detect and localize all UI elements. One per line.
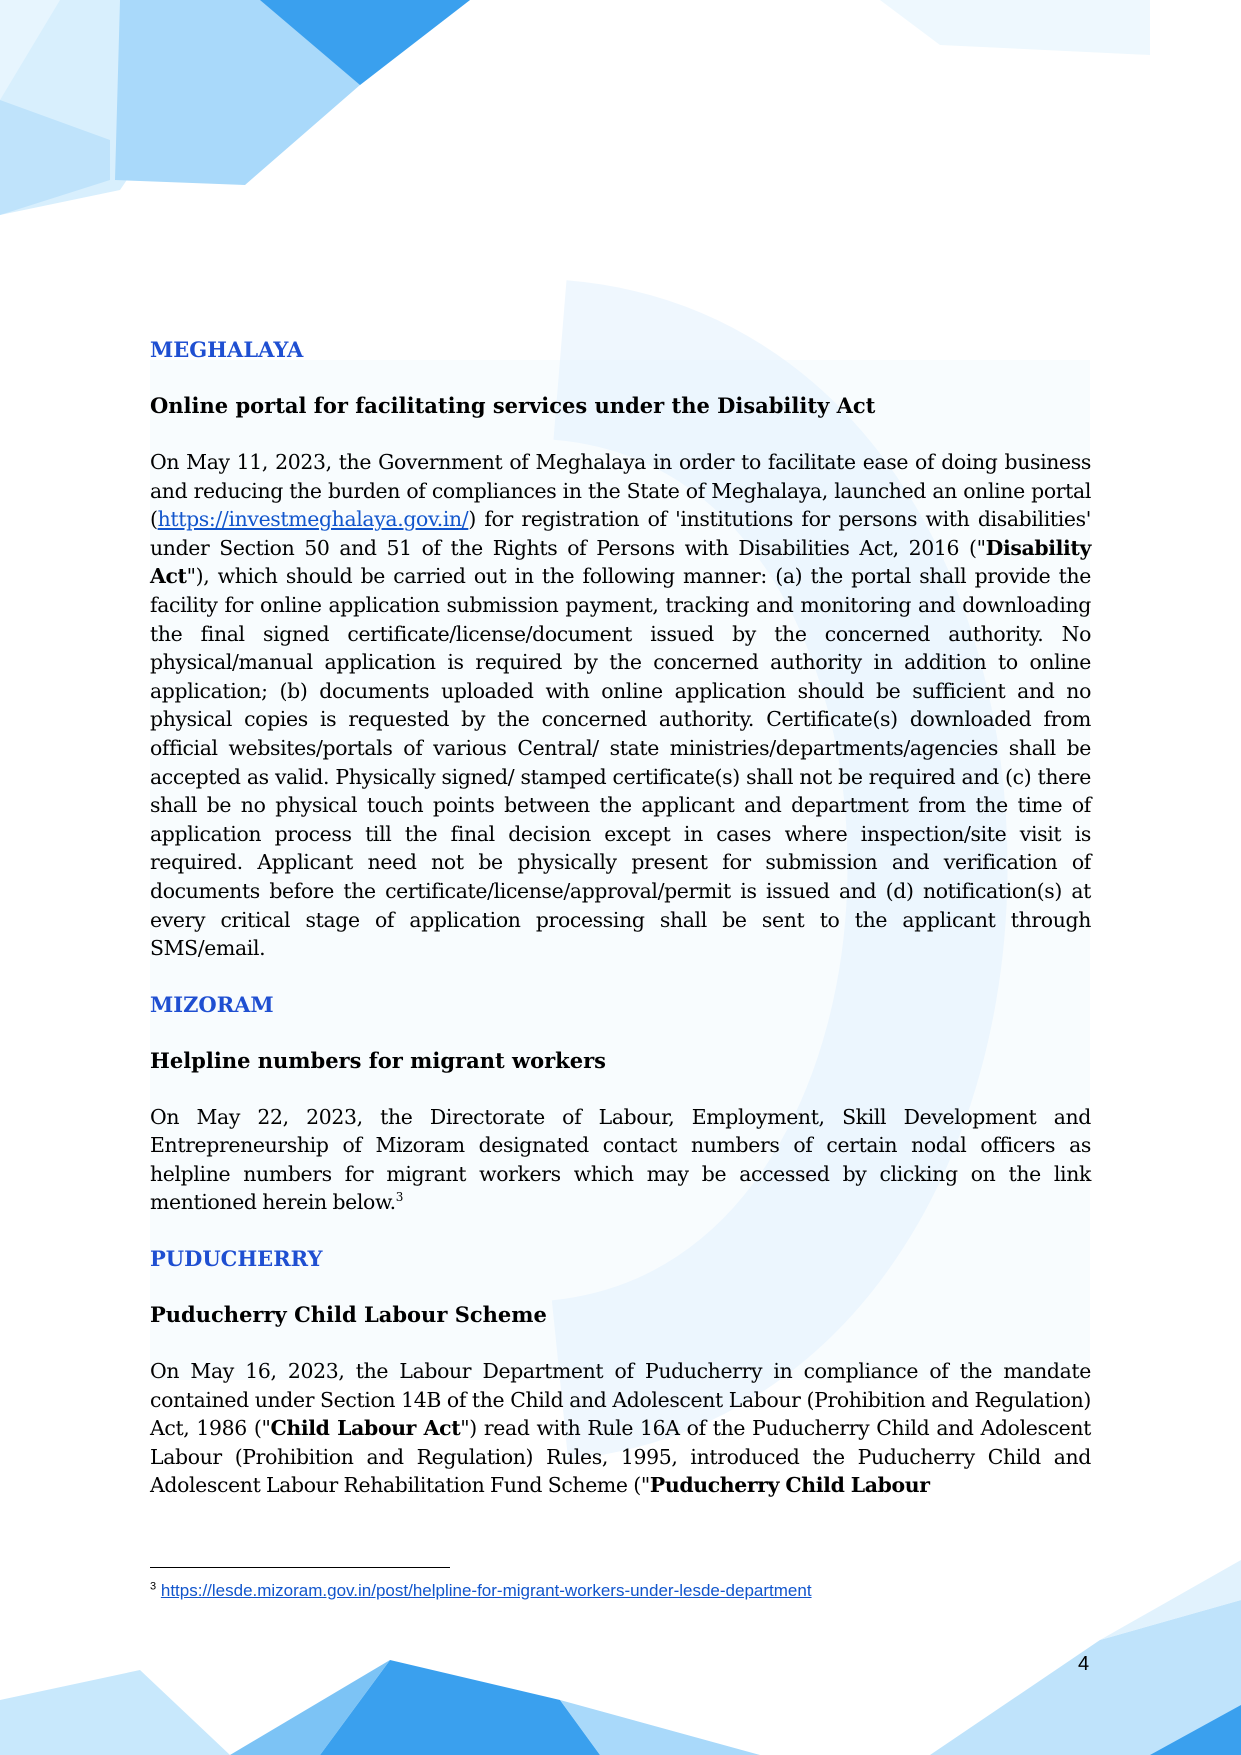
subheading-mizoram: Helpline numbers for migrant workers xyxy=(150,1047,606,1073)
text-segment: On May 22, 2023, the Directorate of Labour, Employment, Skill Development and Entrepreneurship of Mizoram designated contact numbers of certain nodal officers as helpline numbers for migrant workers which may be accessed by clicking on the link mentioned herein below. xyxy=(150,1104,1091,1215)
page-number: 4 xyxy=(1078,1653,1090,1675)
decor-shard-bottom-1 xyxy=(0,1670,230,1755)
decor-shard-bottom-2 xyxy=(320,1660,600,1755)
text-segment: ") read with Rule 16A of the Puducherry Child and Adolescent Labour (Prohibition and Regulation) Rules, 1995, introduced the Puducherry Child and Adolescent Labour Rehabilitation Fund Scheme (" xyxy=(150,1416,1092,1498)
state-heading-mizoram: MIZORAM xyxy=(150,991,274,1017)
subheading-meghalaya: Online portal for facilitating services under the Disability Act xyxy=(150,393,876,418)
text-segment: On May 16, 2023, the Labour Department of Puducherry in compliance of the mandate contained under Section 14B of the Child and Adolescent Labour (Prohibition and Regulation) Act, 1986 (" xyxy=(150,1359,1091,1441)
footnote-reference[interactable]: 3 xyxy=(395,1190,404,1205)
paragraph-meghalaya xyxy=(150,448,1091,963)
paragraph-puducherry xyxy=(150,1357,1091,1500)
text-segment: "), which should be carried out in the following manner: (a) the portal shall provide the facility for online application submission payment, tracking and monitoring and downloading the final signed certificate/license/document issued by the concerned authority. No physical/manual application is required by the concerned authority in addition to online application; (b) documents uploaded with online application should be sufficient and no physical copies is requested by the concerned authority. Certificate(s) downloaded from official websites/portals of various Central/ state ministries/departments/agencies shall be accepted as valid. Physically signed/ stamped certificate(s) shall not be required and (c) there shall be no physical touch points between the applicant and department from the time of application process till the final decision except in cases where inspection/site visit is required. Applicant need not be physically present for submission and verification of documents before the certificate/license/approval/permit is issued and (d) notification(s) at every critical stage of application processing shall be sent to the applicant through SMS/email. xyxy=(150,564,1091,961)
paragraph-mizoram xyxy=(150,1103,1091,1217)
text-segment: ) for registration of 'institutions for persons with disabilities' under Section 50 and 51 of the Rights of Persons with Disabilities Act, 2016 (" xyxy=(150,507,1091,560)
document-body xyxy=(150,336,1091,1500)
decor-shard-top-6 xyxy=(880,0,1150,55)
footnote xyxy=(150,1580,812,1602)
state-heading-meghalaya: MEGHALAYA xyxy=(150,337,304,362)
text-segment: On May 11, 2023, the Government of Meghalaya in order to facilitate ease of doing business and reducing the burden of compliances in the State of Meghalaya, launched an online portal ( xyxy=(150,450,1091,532)
invest-meghalaya-link[interactable]: https://investmeghalaya.gov.in/ xyxy=(157,507,469,532)
footnote-link[interactable]: https://lesde.mizoram.gov.in/post/helpline-for-migrant-workers-under-lesde-department xyxy=(160,1581,812,1600)
state-heading-puducherry: PUDUCHERRY xyxy=(150,1246,323,1272)
defined-term: Disability Act xyxy=(150,535,1091,589)
subheading-puducherry: Puducherry Child Labour Scheme xyxy=(150,1302,547,1328)
footnote-separator xyxy=(150,1567,450,1568)
defined-term: Puducherry Child Labour xyxy=(649,1473,930,1498)
defined-term: Child Labour Act xyxy=(270,1416,461,1441)
footnote-number: 3 xyxy=(150,1580,157,1593)
